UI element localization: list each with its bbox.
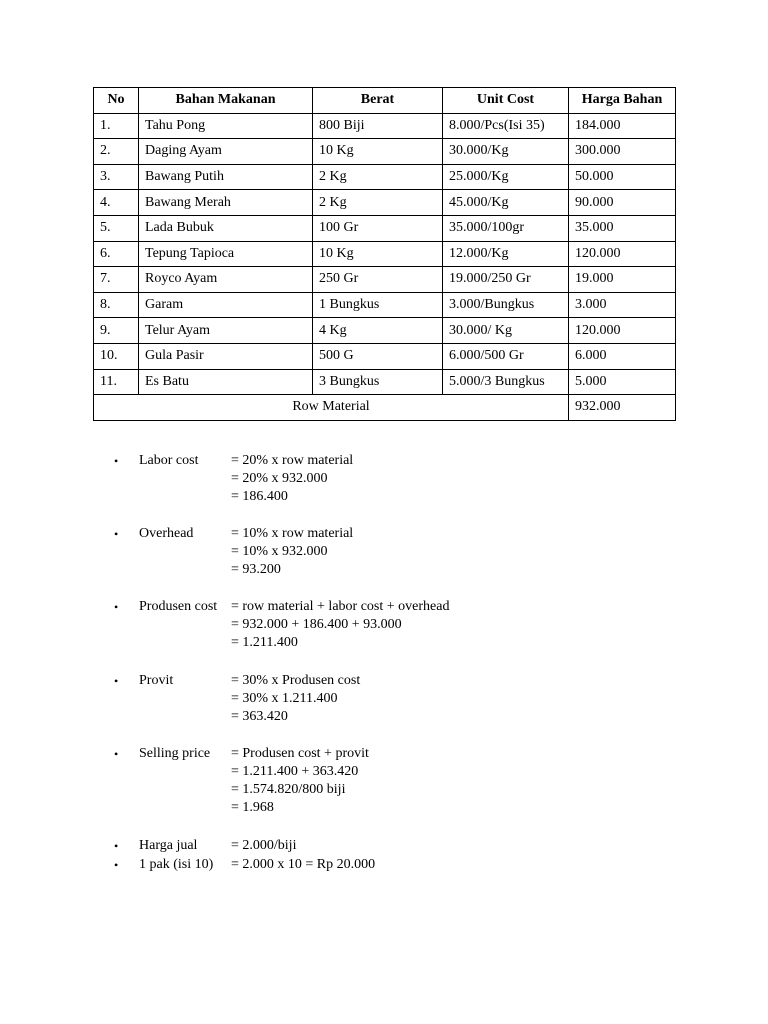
cell-unit-cost: 35.000/100gr <box>443 215 569 241</box>
cell-unit-cost: 8.000/Pcs(Isi 35) <box>443 113 569 139</box>
cell-berat: 250 Gr <box>313 267 443 293</box>
table-row <box>94 190 676 216</box>
calc-line <box>0 561 768 579</box>
calc-expression: = 1.968 <box>231 800 274 815</box>
cell-harga-bahan: 35.000 <box>569 215 676 241</box>
cell-bahan-makanan: Bawang Merah <box>139 190 313 216</box>
header-berat: Berat <box>313 88 443 114</box>
calc-expression: = 2.000 x 10 = Rp 20.000 <box>231 857 376 872</box>
cell-harga-bahan: 50.000 <box>569 164 676 190</box>
calc-expression: = 2.000/biji <box>231 838 297 853</box>
table-row <box>94 113 676 139</box>
calc-item <box>0 672 768 726</box>
cell-no: 8. <box>94 292 139 318</box>
calc-expression: = 30% x 1.211.400 <box>231 691 338 706</box>
cell-unit-cost: 6.000/500 Gr <box>443 343 569 369</box>
calc-label: Labor cost <box>139 453 199 468</box>
calc-item <box>0 837 768 855</box>
cell-harga-bahan: 300.000 <box>569 139 676 165</box>
calc-expression: = 20% x 932.000 <box>231 471 328 486</box>
cell-berat: 1 Bungkus <box>313 292 443 318</box>
calc-expression: = 30% x Produsen cost <box>231 673 361 688</box>
header-no: No <box>94 88 139 114</box>
calc-line <box>0 745 768 763</box>
calc-expression: = 1.211.400 + 363.420 <box>231 764 359 779</box>
cell-no: 9. <box>94 318 139 344</box>
calc-expression: = 1.211.400 <box>231 635 298 650</box>
calc-line <box>0 452 768 470</box>
cost-table <box>93 87 676 421</box>
table-row <box>94 139 676 165</box>
calc-expression: = 186.400 <box>231 489 288 504</box>
cell-harga-bahan: 90.000 <box>569 190 676 216</box>
cell-berat: 800 Biji <box>313 113 443 139</box>
table-row <box>94 369 676 395</box>
total-label: Row Material <box>94 395 569 421</box>
cell-berat: 2 Kg <box>313 190 443 216</box>
bullet-icon: • <box>114 747 119 761</box>
calc-expression: = 93.200 <box>231 562 281 577</box>
cell-berat: 500 G <box>313 343 443 369</box>
cell-bahan-makanan: Royco Ayam <box>139 267 313 293</box>
table-row <box>94 215 676 241</box>
cell-bahan-makanan: Tepung Tapioca <box>139 241 313 267</box>
cell-unit-cost: 30.000/ Kg <box>443 318 569 344</box>
calc-line <box>0 525 768 543</box>
calc-line <box>0 470 768 488</box>
calc-line <box>0 708 768 726</box>
table-row <box>94 292 676 318</box>
cell-unit-cost: 5.000/3 Bungkus <box>443 369 569 395</box>
calc-line <box>0 781 768 799</box>
calc-label: Selling price <box>139 746 211 761</box>
calc-expression: = 363.420 <box>231 709 288 724</box>
cell-bahan-makanan: Lada Bubuk <box>139 215 313 241</box>
calc-line <box>0 598 768 616</box>
table-body <box>94 113 676 395</box>
calc-line <box>0 488 768 506</box>
calc-item <box>0 452 768 506</box>
calc-expression: = 20% x row material <box>231 453 354 468</box>
header-harga-bahan: Harga Bahan <box>569 88 676 114</box>
calc-expression: = 10% x row material <box>231 526 354 541</box>
calc-label: 1 pak (isi 10) <box>139 857 214 872</box>
cell-unit-cost: 12.000/Kg <box>443 241 569 267</box>
calc-item <box>0 525 768 579</box>
table-header-row <box>94 88 676 114</box>
cell-unit-cost: 30.000/Kg <box>443 139 569 165</box>
bullet-icon: • <box>114 839 119 853</box>
cell-bahan-makanan: Garam <box>139 292 313 318</box>
calc-line <box>0 634 768 652</box>
cell-unit-cost: 25.000/Kg <box>443 164 569 190</box>
cell-bahan-makanan: Daging Ayam <box>139 139 313 165</box>
calc-line <box>0 543 768 561</box>
cell-berat: 100 Gr <box>313 215 443 241</box>
cell-berat: 2 Kg <box>313 164 443 190</box>
calc-item <box>0 856 768 874</box>
calc-label: Produsen cost <box>139 599 218 614</box>
calc-expression: = 932.000 + 186.400 + 93.000 <box>231 617 402 632</box>
cell-unit-cost: 19.000/250 Gr <box>443 267 569 293</box>
total-row <box>94 395 676 421</box>
total-value: 932.000 <box>569 395 676 421</box>
calc-expression: = 1.574.820/800 biji <box>231 782 346 797</box>
cell-no: 10. <box>94 343 139 369</box>
cell-no: 5. <box>94 215 139 241</box>
cell-unit-cost: 3.000/Bungkus <box>443 292 569 318</box>
calc-line <box>0 799 768 817</box>
cell-no: 11. <box>94 369 139 395</box>
cell-no: 1. <box>94 113 139 139</box>
calc-line <box>0 616 768 634</box>
cell-no: 7. <box>94 267 139 293</box>
cell-harga-bahan: 5.000 <box>569 369 676 395</box>
cell-bahan-makanan: Bawang Putih <box>139 164 313 190</box>
calc-expression: = 10% x 932.000 <box>231 544 328 559</box>
calc-label: Provit <box>139 673 174 688</box>
cell-harga-bahan: 3.000 <box>569 292 676 318</box>
header-bahan-makanan: Bahan Makanan <box>139 88 313 114</box>
cell-harga-bahan: 120.000 <box>569 241 676 267</box>
cell-bahan-makanan: Gula Pasir <box>139 343 313 369</box>
bullet-icon: • <box>114 674 119 688</box>
cell-no: 2. <box>94 139 139 165</box>
calc-line <box>0 763 768 781</box>
cell-harga-bahan: 184.000 <box>569 113 676 139</box>
calc-item <box>0 598 768 652</box>
bullet-icon: • <box>114 527 119 541</box>
bullet-icon: • <box>114 858 119 872</box>
calc-line <box>0 837 768 855</box>
calc-item <box>0 745 768 817</box>
cell-harga-bahan: 120.000 <box>569 318 676 344</box>
table-row <box>94 343 676 369</box>
cell-harga-bahan: 6.000 <box>569 343 676 369</box>
calc-label: Harga jual <box>139 838 198 853</box>
bullet-icon: • <box>114 600 119 614</box>
cell-berat: 10 Kg <box>313 241 443 267</box>
header-unit-cost: Unit Cost <box>443 88 569 114</box>
cell-no: 6. <box>94 241 139 267</box>
table-row <box>94 318 676 344</box>
calc-expression: = Produsen cost + provit <box>231 746 369 761</box>
calc-line <box>0 856 768 874</box>
calc-line <box>0 690 768 708</box>
cell-no: 3. <box>94 164 139 190</box>
calc-line <box>0 672 768 690</box>
calc-expression: = row material + labor cost + overhead <box>231 599 450 614</box>
cell-unit-cost: 45.000/Kg <box>443 190 569 216</box>
table-row <box>94 267 676 293</box>
cell-bahan-makanan: Telur Ayam <box>139 318 313 344</box>
cell-berat: 10 Kg <box>313 139 443 165</box>
table-row <box>94 164 676 190</box>
calc-label: Overhead <box>139 526 194 541</box>
cell-harga-bahan: 19.000 <box>569 267 676 293</box>
cell-berat: 3 Bungkus <box>313 369 443 395</box>
cell-bahan-makanan: Tahu Pong <box>139 113 313 139</box>
cell-berat: 4 Kg <box>313 318 443 344</box>
bullet-icon: • <box>114 454 119 468</box>
cell-no: 4. <box>94 190 139 216</box>
table-row <box>94 241 676 267</box>
cell-bahan-makanan: Es Batu <box>139 369 313 395</box>
